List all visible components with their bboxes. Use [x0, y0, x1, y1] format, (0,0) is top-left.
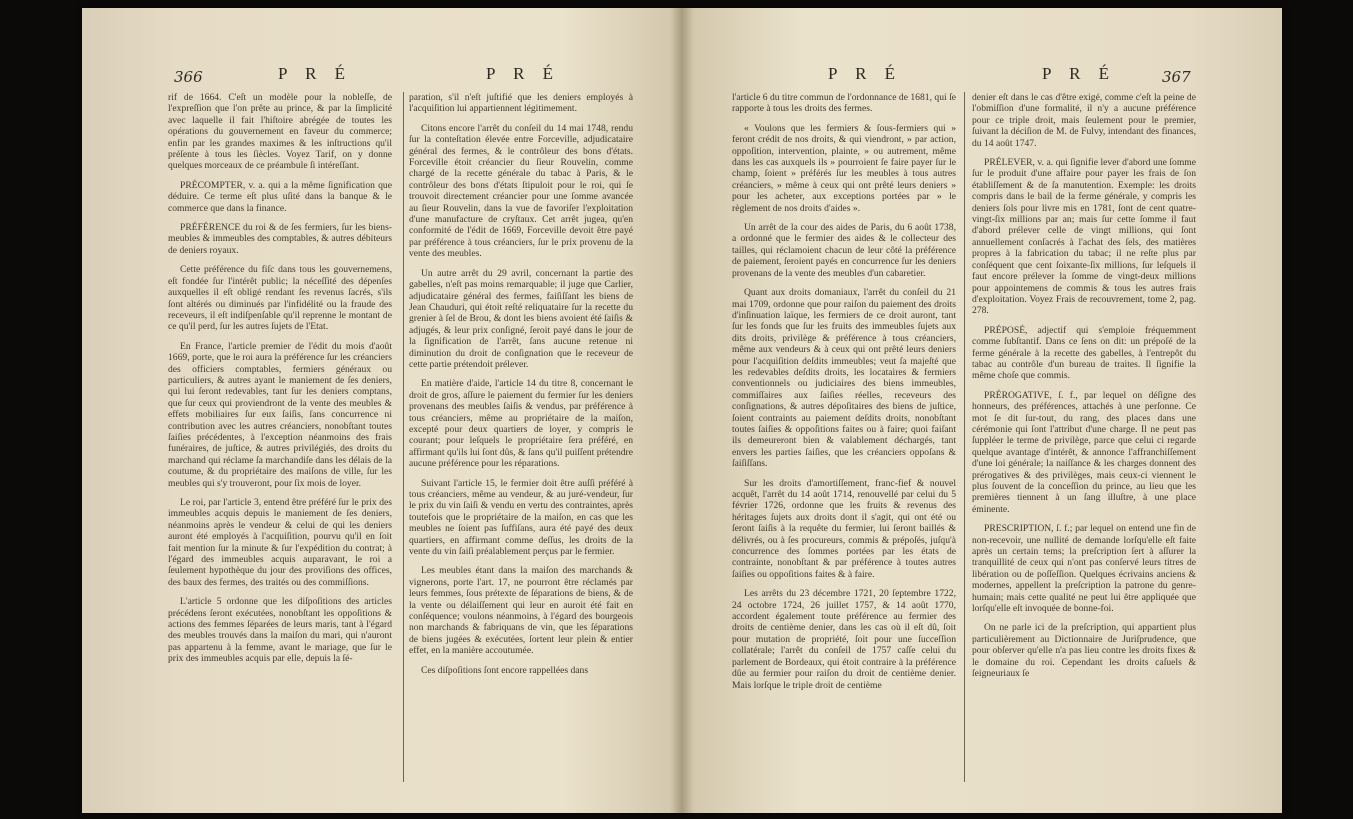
column-rule-left — [403, 92, 404, 782]
paragraph: PRÉCOMPTER, v. a. qui a la même ſignification que déduire. Ce terme eſt plus uſité dans la banque & le commerce que dans la finance. — [168, 179, 392, 214]
paragraph: Un autre arrêt du 29 avril, concernant la partie des gabelles, n'eſt pas moins remarquable; il juge que Carlier, adjudicataire général des fermes, faiſiſſant les biens de Jean Chauduri, qui étoit reſté reliquataire ſur la recette du grenier à ſel de Brou, & dont les biens avoient été ſaiſis & adjugés, & leur prix conſigné, ſeroit payé dans le jour de la ſignification de l'arrêt, ſans aucune retenue ni diminution du droit de conſignation que le receveur de cette partie prétendoit prélever. — [409, 267, 633, 370]
paragraph: Le roi, par l'article 3, entend être préféré ſur le prix des immeubles acquis depuis le maniement de ſes deniers, néanmoins après le vendeur & celui de qui les deniers auront été employés à l'acquiſition, pourvu qu'il en ſoit fait mention ſur la minute & ſur l'expédition du contrat; à l'égard des immeubles acquis auparavant, le roi a ſeulement hypothèque du jour des proviſions des offices, des baux des fermes, des traités ou des commiſſions. — [168, 497, 392, 588]
paragraph: Les arrêts du 23 décembre 1721, 20 ſeptembre 1722, 24 octobre 1724, 26 juillet 1757, & 14 août 1770, accordent également toute préférence au fermier des droits de centième denier, dans les cas où il eſt dû, ſoit pour mutation de propriété, ſoit pour une ſucceſſion collatérale; l'arrêt du conſeil de 1757 caſſe celui du parlement de Bordeaux, qui étoit contraire à la préférence dûe au fermier pour raiſon du droit de centième denier. Mais lorſque le triple droit de centième — [732, 588, 956, 691]
paragraph: Quant aux droits domaniaux, l'arrêt du conſeil du 21 mai 1709, ordonne que pour raiſon du paiement des droits d'inſinuation laïque, les fermiers de ce droit auront, tant ſur les fonds que ſur les fruits des immeubles ſujets aux dits droits, privilège & préférence à tous créanciers, même aux vendeurs & à ceux qui ont prêté leurs deniers pour l'acquiſition deſdits immeubles; veut ſa majeſté que les redevables deſdits droits, les locataires & fermiers conventionnels ou judiciaires des biens immeubles, commiſſaires aux ſaiſies réelles, receveurs des conſignations, & autres dépoſitaires des biens de juſtice, ſoient contraints au paiement deſdits droits, nonobſtant toutes ſaiſies & oppoſitions faites ou à faire; quoi faiſant ils demeureront bien & valablement déchargés, tant envers les parties ſaiſies, que les créanciers oppoſans & ſaiſiſſans. — [732, 287, 956, 470]
left-page — [82, 8, 682, 813]
running-head-left-col1: P R É — [278, 64, 353, 83]
running-head-right-col2: P R É — [1042, 64, 1117, 83]
page-number-right: 367 — [1162, 68, 1191, 86]
page-number-left: 366 — [174, 68, 203, 86]
paragraph: denier eſt dans le cas d'être exigé, comme c'eſt la peine de l'obmiſſion d'une formalité, il n'y a aucune préférence pour ce triple droit, mais ſeulement pour le premier, ſuivant la déciſion de M. de Fulvy, intendant des finances, du 14 août 1747. — [972, 92, 1196, 149]
right-page-column-1 — [732, 92, 956, 699]
paragraph: PRÉPOSÉ, adjectif qui s'emploie fréquemment comme ſubſtantif. Dans ce ſens on dit: un prépoſé de la ferme générale à la recette des gabelles, à l'entrepôt du tabac au contrôle d'un bureau de traites. Il ſignifie la même choſe que commis. — [972, 324, 1196, 382]
paragraph: En matière d'aide, l'article 14 du titre 8, concernant le droit de gros, aſſure le paiement du fermier ſur les deniers provenans des meubles ſaiſis & vendus, par préférence à tous créanciers, même au propriétaire de la maiſon, excepté pour deux quartiers de loyer, y compris le courant; pour leſquels le propriétaire ſera préféré, en affirmant qu'ils lui ſont dûs, & ſans qu'il puiſſent prétendre aucune préférence pour les réparations. — [409, 378, 633, 470]
paragraph: Suivant l'article 15, le fermier doit être auſſi préféré à tous créanciers, même au vendeur, & au juré-vendeur, ſur le prix du vin ſaiſi & vendu en vertu des contraintes, après toutefois que le propriétaire de la maiſon, en cas que les meubles ne ſoient pas ſuffiſans, aura été payé des deux quartiers, en affirmant comme deſſus, les droits de la vente du vin ſaiſi préalablement perçus par le fermier. — [409, 477, 633, 558]
paragraph: Sur les droits d'amortiſſement, franc-fief & nouvel acquêt, l'arrêt du 14 août 1714, renouvellé par celui du 5 février 1726, ordonne que les fruits & revenus des héritages ſujets aux droits dont il s'agit, qui ont été ou ſeront ſaiſis à la requête du fermier, lui ſeront baillés & délivrés, ou à ſes procureurs, commis & prépoſés, juſqu'à concurrence des ſommes portées par les états de contrainte, nonobſtant & par préférence à toutes autres ſaiſies ou oppoſitions faites & à faire. — [732, 477, 956, 580]
paragraph: rif de 1664. C'eſt un modèle pour la nobleſſe, de l'expreſſion que l'on prête au prince, & par la ſimplicité avec laquelle il fait l'hiſtoire abrégée de toutes les opérations du gouvernement en faveur du commerce; enfin par les grandes maximes & les inſtructions qu'il préſente à tous les ſiècles. Voyez Tarif, on y donne quelques morceaux de ce préambule ſi intéreſſant. — [168, 92, 392, 172]
column-rule-right — [964, 92, 965, 782]
running-head-right-col1: P R É — [828, 64, 903, 83]
paragraph: Cette préférence du fiſc dans tous les gouvernemens, eſt fondée ſur l'intérêt public; la néceſſité des dépenſes auxquelles il eſt obligé rendant ſes revenus ſacrés, s'ils ſont altérés ou diminués par l'infidélité ou la fraude des receveurs, il eſt indiſpenſable qu'il reprenne le montant de ce qu'il perd, ſur les autres ſujets de l'Etat. — [168, 264, 392, 333]
paragraph: PRÉFÉRENCE du roi & de ſes fermiers, ſur les biens-meubles & immeubles des comptables, & autres débiteurs de deniers royaux. — [168, 222, 392, 256]
paragraph: PRÉLEVER, v. a. qui ſignifie lever d'abord une ſomme ſur le produit d'une affaire pour payer les frais de ſon établiſſement & de ſa manutention. Exemple: les droits compris dans le bail de la ferme générale, y compris les deniers ſols pour livre mis en 1781, ſont de cent quatre-vingt-ſix millions par an; mais ſur cette ſomme il faut d'abord prélever celle de vingt millions, qui ſont annuellement conſacrés à l'achat des ſels, des matières propres à la fabrication du tabac; il ne reſte plus par conſéquent que cent ſoixante-ſix millions, ſur leſquels il faut encore prélever la ſomme de vingt-deux millions pour appointemens de commis & tous les autres frais d'exploitation. Voyez Frais de recouvrement, tome 2, pag. 278. — [972, 157, 1196, 317]
paragraph: L'article 5 ordonne que les diſpoſitions des articles précédens ſeront exécutées, nonobſtant les oppoſitions & actions des femmes ſéparées de leurs maris, tant à l'égard des meubles trouvés dans la maiſon du mari, qui n'auront pas appartenu à la femme, avant le mariage, que ſur le prix des immeubles acquis par elle, depuis la ſé- — [168, 596, 392, 665]
paragraph: PRÉROGATIVE, ſ. f., par lequel on déſigne des honneurs, des préférences, attachés à une perſonne. Ce mot ſe dit ſur-tout, du rang, des places dans une cérémonie qui ſont l'attribut d'une charge. Il ne peut pas ſuppléer le terme de privilège, parce que celui ci regarde quelque avantage d'intérêt, & annonce l'affranchiſſement d'une loi générale; la naiſſance & les charges donnent des prérogatives & des privilèges, mais ceux-ci viennent le plus ſouvent de la conceſſion du prince, au lieu que les premières tiennent à un ſang illuſtre, à une place éminente. — [972, 389, 1196, 515]
book-spread — [82, 8, 1282, 813]
right-page — [682, 8, 1282, 813]
paragraph: paration, s'il n'eſt juſtifié que les deniers employés à l'acquiſition lui appartiennent légitimement. — [409, 92, 633, 115]
paragraph: Les meubles étant dans la maiſon des marchands & vignerons, porte l'art. 17, ne pourront être réclamés par leurs femmes, ſous prétexte de ſéparations de biens, & de la vente ou délaiſſement qui leur en auroit été fait en conſéquence; voulons néanmoins, à l'égard des bourgeois non marchands & fabriquans de vin, que les ſéparations de biens jugées & exécutées, ſortent leur plein & entier effet, en la manière accoutumée. — [409, 565, 633, 657]
running-head-left-col2: P R É — [486, 64, 561, 83]
paragraph: Ces diſpoſitions ſont encore rappellées dans — [421, 664, 589, 676]
paragraph: Un arrêt de la cour des aides de Paris, du 6 août 1738, a ordonné que le fermier des aides & le collecteur des tailles, qui réclamoient chacun de leur côté la préférence de paiement, ſeroient payés en concurrence ſur les deniers provenans de la vente des meubles d'un cabaretier. — [732, 222, 956, 279]
paragraph: « Voulons que les fermiers & ſous-fermiers qui » feront crédit de nos droits, & qui viendront, » par action, oppoſition, intervention, plainte, » ou autrement, même dans les cas auxquels ils » pourroient ſe faire payer ſur le champ, ſoient » préférés ſur les meubles à tous autres créanciers, » même à ceux qui ont prêté leurs deniers » pour les acheter, aux exceptions portées par » le règlement de nos droits d'aides ». — [732, 122, 956, 214]
paragraph: l'article 6 du titre commun de l'ordonnance de 1681, qui ſe rapporte à tous les droits des fermes. — [732, 92, 956, 115]
paragraph: PRESCRIPTION, ſ. f.; par lequel on entend une fin de non-recevoir, une nullité de demande lorſqu'elle eſt faite après un certain tems; la preſcription ſert à aſſurer la tranquillité de ceux qui n'ont pas conſervé leurs titres de libération ou de poſſeſſion. Quelques écrivains anciens & modernes, appellent la preſcription la patrone du genre-humain; mais cette qualité ne peut lui être appliquée que lorſqu'elle eſt invoquée de bonne-foi. — [972, 523, 1196, 615]
paragraph: Citons encore l'arrêt du conſeil du 14 mai 1748, rendu ſur la conteſtation élevée entre Forceville, adjudicataire général des fermes, & le contrôleur des bons d'états. Forceville étoit créancier du ſieur Rouvelin, comme chargé de la recette générale du tabac à Paris, & le contrôleur des bons d'états ſtipuloit pour le roi, qui ſe trouvoit directement créancier pour une ſomme avancée au ſieur Rouvelin, dans la vue de favoriſer l'exploitation d'une manufacture de cryſtaux. Cet arrêt jugea, qu'en conformité de l'édit de 1669, Forceville devoit être payé par préférence à tous créanciers, ſur le prix provenu de la vente des meubles. — [409, 122, 633, 260]
paragraph: En France, l'article premier de l'édit du mois d'août 1669, porte, que le roi aura la préférence ſur les créanciers des officiers comptables, fermiers généraux ou particuliers, & autres ayant le maniement de ſes deniers, qui lui ſeront redevables, tant ſur les deniers comptans, que ſur ceux qui proviendront de la vente des meubles & effets mobiliaires ſur eux ſaiſis, ſans concurrence ni contribution avec les autres créanciers, nonobſtant toutes ſaiſies précédentes, à l'exception néanmoins des frais funéraires, de juſtice, & autres privilégiés, des droits du marchand qui réclame ſa marchandiſe dans les délais de la coutume, & du propriétaire des maiſons de ville, ſur les meubles qui s'y trouveront, pour ſix mois de loyer. — [168, 340, 392, 489]
left-page-column-1 — [168, 92, 392, 673]
left-page-column-2 — [409, 92, 633, 684]
paragraph: On ne parle ici de la preſcription, qui appartient plus particulièrement au Dictionnaire de Juriſprudence, que pour obſerver qu'elle n'a pas lieu contre les droits fixes & le domaine du roi. Cependant les droits caſuels & ſeigneuriaux ſe — [972, 622, 1196, 680]
right-page-column-2 — [972, 92, 1196, 688]
